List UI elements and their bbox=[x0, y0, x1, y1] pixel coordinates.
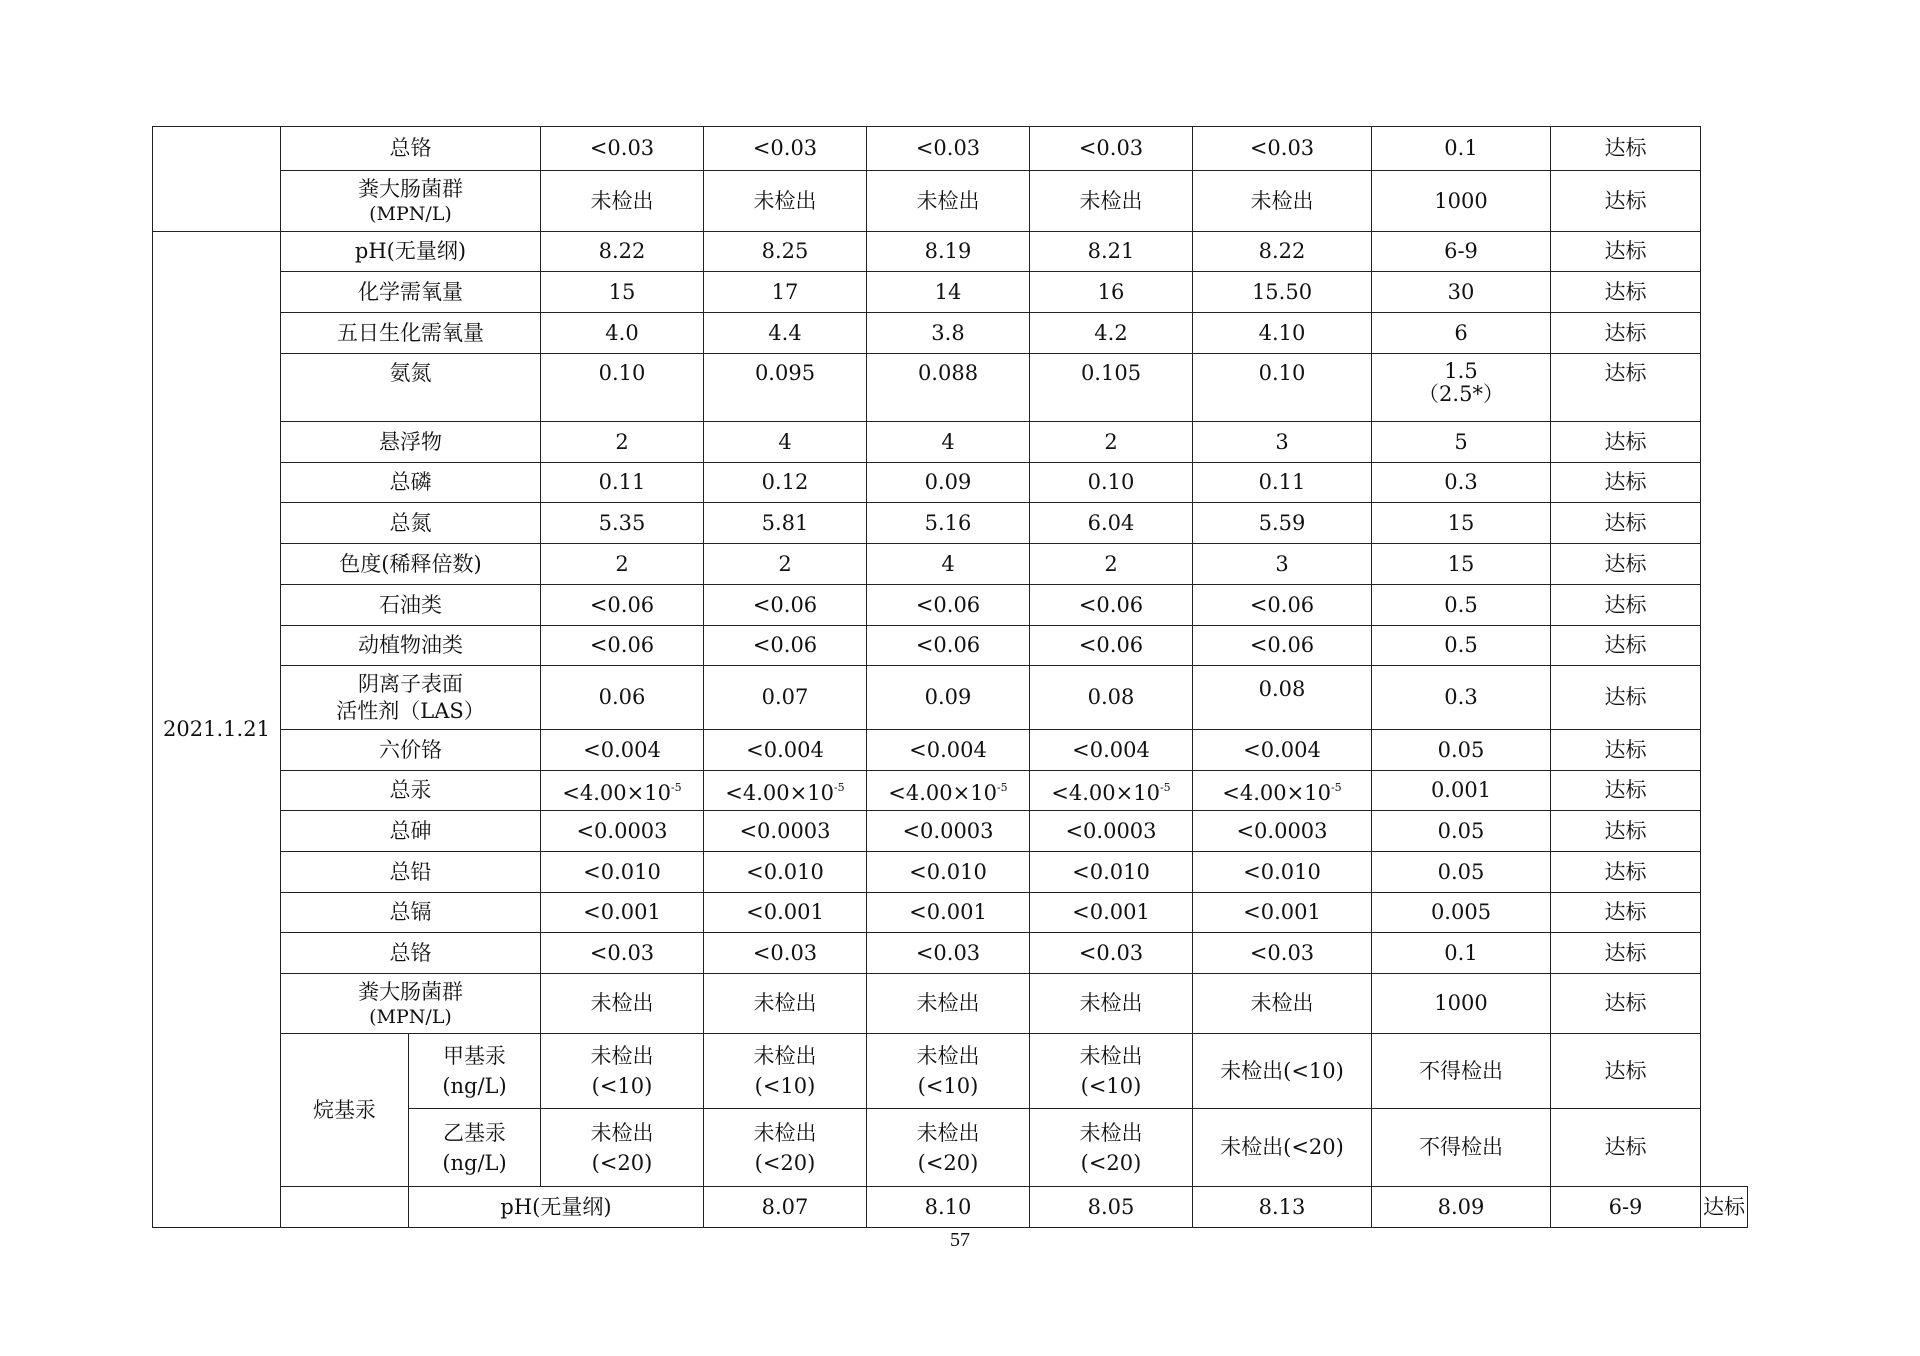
value-sub: (<20) bbox=[591, 1150, 653, 1175]
item-name: 总砷 bbox=[281, 811, 541, 852]
value-text: <4.00×10 bbox=[888, 781, 997, 805]
limit-cell: 不得检出 bbox=[1372, 1034, 1551, 1109]
value-text: 未检出 bbox=[590, 1044, 654, 1068]
value-cell: 2 bbox=[704, 544, 867, 585]
value-cell: <0.0003 bbox=[1030, 811, 1193, 852]
limit-cell: 不得检出 bbox=[1372, 1109, 1551, 1187]
table-row bbox=[153, 933, 1748, 974]
value-cell: <0.03 bbox=[704, 127, 867, 171]
value-cell: 8.21 bbox=[1030, 232, 1193, 272]
table-row bbox=[153, 544, 1748, 585]
value-cell: <0.03 bbox=[867, 933, 1030, 974]
value-cell: <0.06 bbox=[1193, 585, 1372, 626]
value-cell bbox=[541, 1034, 704, 1109]
value-cell: <0.0003 bbox=[867, 811, 1030, 852]
item-name: 总铅 bbox=[281, 852, 541, 893]
value-cell bbox=[541, 1109, 704, 1187]
value-cell: <0.06 bbox=[867, 585, 1030, 626]
value-text: 未检出 bbox=[916, 1120, 980, 1145]
value-cell: 0.06 bbox=[541, 666, 704, 730]
result-cell: 达标 bbox=[1551, 585, 1701, 626]
value-cell: <0.010 bbox=[541, 852, 704, 893]
limit-cell: 0.05 bbox=[1372, 730, 1551, 771]
value-cell: 未检出 bbox=[541, 171, 704, 232]
value-cell: 0.10 bbox=[541, 354, 704, 422]
item-unit: (ng/L) bbox=[442, 1150, 507, 1175]
value-cell: 0.07 bbox=[704, 666, 867, 730]
exponent: -5 bbox=[833, 781, 845, 794]
item-name: 动植物油类 bbox=[281, 626, 541, 666]
value-text: <4.00×10 bbox=[1222, 781, 1331, 805]
value-cell: 8.07 bbox=[704, 1187, 867, 1228]
value-sub: (<10) bbox=[1080, 1074, 1142, 1098]
limit-cell: 15 bbox=[1372, 503, 1551, 544]
value-cell: 4.10 bbox=[1193, 313, 1372, 354]
limit-cell: 0.5 bbox=[1372, 626, 1551, 666]
item-name-text: 粪大肠菌群 bbox=[358, 979, 463, 1004]
item-name-text: 乙基汞 bbox=[443, 1120, 506, 1145]
item-name-text: 粪大肠菌群 bbox=[358, 177, 463, 201]
item-unit: (MPN/L) bbox=[369, 203, 452, 225]
value-cell: 4.2 bbox=[1030, 313, 1193, 354]
value-cell: <0.004 bbox=[867, 730, 1030, 771]
limit-cell: 0.1 bbox=[1372, 933, 1551, 974]
limit-cell: 15 bbox=[1372, 544, 1551, 585]
value-cell: 4 bbox=[867, 422, 1030, 463]
value-cell bbox=[704, 1034, 867, 1109]
result-cell: 达标 bbox=[1551, 893, 1701, 933]
value-cell: <0.001 bbox=[1193, 893, 1372, 933]
item-name-line: 活性剂（LAS） bbox=[336, 698, 485, 723]
value-cell: 0.08 bbox=[1193, 666, 1372, 730]
result-cell: 达标 bbox=[1701, 1187, 1748, 1228]
item-name: pH(无量纲) bbox=[281, 232, 541, 272]
value-cell: 5.35 bbox=[541, 503, 704, 544]
result-cell: 达标 bbox=[1551, 171, 1701, 232]
limit-cell: 1000 bbox=[1372, 974, 1551, 1034]
item-name bbox=[409, 1109, 541, 1187]
value-sub: (<10) bbox=[917, 1074, 979, 1098]
value-cell: 8.05 bbox=[1030, 1187, 1193, 1228]
value-cell: <0.06 bbox=[541, 585, 704, 626]
value-cell bbox=[867, 1109, 1030, 1187]
value-cell: <0.0003 bbox=[541, 811, 704, 852]
result-cell: 达标 bbox=[1551, 1109, 1701, 1187]
result-cell: 达标 bbox=[1551, 626, 1701, 666]
table-row bbox=[153, 730, 1748, 771]
date-cell bbox=[281, 1187, 409, 1228]
item-name-text: 甲基汞 bbox=[443, 1044, 506, 1068]
table-row bbox=[153, 272, 1748, 313]
limit-cell: 6-9 bbox=[1551, 1187, 1701, 1228]
item-name: 化学需氧量 bbox=[281, 272, 541, 313]
value-cell: 8.22 bbox=[541, 232, 704, 272]
result-cell: 达标 bbox=[1551, 771, 1701, 811]
value-cell: 6.04 bbox=[1030, 503, 1193, 544]
value-cell bbox=[704, 1109, 867, 1187]
value-text: <4.00×10 bbox=[1051, 781, 1160, 805]
value-cell: 5.16 bbox=[867, 503, 1030, 544]
value-cell bbox=[867, 771, 1030, 811]
table-row bbox=[153, 893, 1748, 933]
value-cell: 0.11 bbox=[541, 463, 704, 503]
result-cell: 达标 bbox=[1551, 272, 1701, 313]
value-text: 未检出 bbox=[753, 1044, 817, 1068]
value-cell: 2 bbox=[1030, 422, 1193, 463]
item-name: 总磷 bbox=[281, 463, 541, 503]
value-cell: 未检出 bbox=[1193, 974, 1372, 1034]
value-sub: (<20) bbox=[1080, 1150, 1142, 1175]
limit-cell: 0.5 bbox=[1372, 585, 1551, 626]
item-name bbox=[281, 171, 541, 232]
value-cell: 2 bbox=[541, 544, 704, 585]
table-row bbox=[153, 463, 1748, 503]
value-cell: <0.03 bbox=[541, 127, 704, 171]
table-row bbox=[153, 1187, 1748, 1228]
value-cell bbox=[704, 771, 867, 811]
value-cell: 5.81 bbox=[704, 503, 867, 544]
value-cell: 2 bbox=[1030, 544, 1193, 585]
value-cell: <0.001 bbox=[704, 893, 867, 933]
value-cell: 0.11 bbox=[1193, 463, 1372, 503]
value-cell bbox=[1030, 771, 1193, 811]
value-cell: <0.004 bbox=[541, 730, 704, 771]
table-row bbox=[153, 313, 1748, 354]
limit-cell: 0.1 bbox=[1372, 127, 1551, 171]
item-name: 总氮 bbox=[281, 503, 541, 544]
table-row bbox=[153, 974, 1748, 1034]
value-cell: 0.09 bbox=[867, 463, 1030, 503]
value-cell: 2 bbox=[541, 422, 704, 463]
value-cell: 8.25 bbox=[704, 232, 867, 272]
value-cell: <0.03 bbox=[867, 127, 1030, 171]
value-sub: (<10) bbox=[754, 1074, 816, 1098]
value-sub: (<20) bbox=[917, 1150, 979, 1175]
limit-note: （2.5*） bbox=[1418, 382, 1504, 406]
exponent: -5 bbox=[996, 781, 1008, 794]
value-cell: 5.59 bbox=[1193, 503, 1372, 544]
value-cell: <0.06 bbox=[1030, 585, 1193, 626]
result-cell: 达标 bbox=[1551, 852, 1701, 893]
value-cell: 0.09 bbox=[867, 666, 1030, 730]
result-cell: 达标 bbox=[1551, 463, 1701, 503]
item-group-name: 烷基汞 bbox=[281, 1034, 409, 1187]
value-cell: 8.09 bbox=[1372, 1187, 1551, 1228]
value-cell: 14 bbox=[867, 272, 1030, 313]
item-name: 石油类 bbox=[281, 585, 541, 626]
item-name: 六价铬 bbox=[281, 730, 541, 771]
value-cell: <0.004 bbox=[1193, 730, 1372, 771]
result-cell: 达标 bbox=[1551, 811, 1701, 852]
value-cell: 未检出 bbox=[1030, 974, 1193, 1034]
value-cell: <0.0003 bbox=[704, 811, 867, 852]
value-cell: <0.010 bbox=[1030, 852, 1193, 893]
value-cell: <0.004 bbox=[704, 730, 867, 771]
value-cell: 0.088 bbox=[867, 354, 1030, 422]
value-cell: 0.105 bbox=[1030, 354, 1193, 422]
value-cell: 8.22 bbox=[1193, 232, 1372, 272]
value-cell: 未检出 bbox=[1030, 171, 1193, 232]
value-cell: 未检出 bbox=[541, 974, 704, 1034]
value-cell: <0.010 bbox=[704, 852, 867, 893]
table-row bbox=[153, 852, 1748, 893]
value-cell bbox=[541, 771, 704, 811]
value-cell: <0.010 bbox=[867, 852, 1030, 893]
item-name-line: 阴离子表面 bbox=[358, 671, 463, 696]
table-row bbox=[153, 232, 1748, 272]
value-cell: 17 bbox=[704, 272, 867, 313]
value-cell: <0.03 bbox=[1193, 127, 1372, 171]
value-cell: <0.03 bbox=[541, 933, 704, 974]
limit-text: 1.5 bbox=[1444, 359, 1478, 383]
limit-cell bbox=[1372, 354, 1551, 422]
value-cell: 3.8 bbox=[867, 313, 1030, 354]
value-cell: 8.10 bbox=[867, 1187, 1030, 1228]
value-text: 未检出 bbox=[590, 1120, 654, 1145]
page-number: 57 bbox=[950, 1229, 970, 1251]
value-text: 未检出 bbox=[1079, 1044, 1143, 1068]
exponent: -5 bbox=[670, 781, 682, 794]
limit-cell: 0.05 bbox=[1372, 852, 1551, 893]
item-name: 总镉 bbox=[281, 893, 541, 933]
table-row bbox=[153, 585, 1748, 626]
value-cell: 未检出 bbox=[867, 974, 1030, 1034]
value-cell bbox=[867, 1034, 1030, 1109]
value-cell: <0.06 bbox=[704, 626, 867, 666]
limit-cell: 6 bbox=[1372, 313, 1551, 354]
value-cell: 15 bbox=[541, 272, 704, 313]
item-name: 总铬 bbox=[281, 933, 541, 974]
table-row bbox=[153, 127, 1748, 171]
value-cell: 3 bbox=[1193, 422, 1372, 463]
result-cell: 达标 bbox=[1551, 666, 1701, 730]
value-cell: 0.10 bbox=[1193, 354, 1372, 422]
value-cell: <0.001 bbox=[541, 893, 704, 933]
table-row bbox=[153, 354, 1748, 422]
table-row bbox=[153, 171, 1748, 232]
item-name: 悬浮物 bbox=[281, 422, 541, 463]
value-cell: 未检出 bbox=[704, 974, 867, 1034]
value-cell: 0.095 bbox=[704, 354, 867, 422]
limit-cell: 0.3 bbox=[1372, 666, 1551, 730]
value-cell: 未检出 bbox=[704, 171, 867, 232]
value-cell: <0.001 bbox=[1030, 893, 1193, 933]
value-cell bbox=[1193, 771, 1372, 811]
limit-cell: 0.001 bbox=[1372, 771, 1551, 811]
result-cell: 达标 bbox=[1551, 933, 1701, 974]
value-cell: <0.03 bbox=[1193, 933, 1372, 974]
table-row bbox=[153, 771, 1748, 811]
value-cell: 4 bbox=[867, 544, 1030, 585]
table-row bbox=[153, 666, 1748, 730]
value-cell: <0.0003 bbox=[1193, 811, 1372, 852]
limit-cell: 1000 bbox=[1372, 171, 1551, 232]
item-name: 五日生化需氧量 bbox=[281, 313, 541, 354]
limit-cell: 0.3 bbox=[1372, 463, 1551, 503]
value-cell: <0.06 bbox=[704, 585, 867, 626]
item-name bbox=[281, 666, 541, 730]
value-cell: 0.12 bbox=[704, 463, 867, 503]
table-row bbox=[153, 811, 1748, 852]
value-cell: <0.06 bbox=[867, 626, 1030, 666]
value-cell: <0.06 bbox=[1193, 626, 1372, 666]
date-cell: 2021.1.21 bbox=[153, 232, 281, 1228]
value-cell: <0.06 bbox=[1030, 626, 1193, 666]
value-cell: 4.0 bbox=[541, 313, 704, 354]
item-name bbox=[281, 974, 541, 1034]
item-name: 总汞 bbox=[281, 771, 541, 811]
value-cell: 未检出 bbox=[1193, 171, 1372, 232]
value-cell: <0.03 bbox=[1030, 933, 1193, 974]
table-row bbox=[153, 422, 1748, 463]
value-text: <4.00×10 bbox=[725, 781, 834, 805]
limit-cell: 30 bbox=[1372, 272, 1551, 313]
table-row bbox=[153, 626, 1748, 666]
value-cell: <0.010 bbox=[1193, 852, 1372, 893]
table-row bbox=[153, 1034, 1748, 1109]
value-cell: <0.03 bbox=[704, 933, 867, 974]
value-cell bbox=[1030, 1109, 1193, 1187]
result-cell: 达标 bbox=[1551, 1034, 1701, 1109]
exponent: -5 bbox=[1330, 781, 1342, 794]
item-name: 氨氮 bbox=[281, 354, 541, 422]
limit-cell: 0.005 bbox=[1372, 893, 1551, 933]
value-cell: 8.19 bbox=[867, 232, 1030, 272]
value-cell: 0.10 bbox=[1030, 463, 1193, 503]
value-text: 未检出 bbox=[1079, 1120, 1143, 1145]
value-cell: <0.001 bbox=[867, 893, 1030, 933]
value-cell: 15.50 bbox=[1193, 272, 1372, 313]
item-name: 色度(稀释倍数) bbox=[281, 544, 541, 585]
item-name: pH(无量纲) bbox=[409, 1187, 704, 1228]
date-cell bbox=[153, 127, 281, 232]
value-cell: 4.4 bbox=[704, 313, 867, 354]
value-cell: 16 bbox=[1030, 272, 1193, 313]
value-cell: 8.13 bbox=[1193, 1187, 1372, 1228]
item-name: 总铬 bbox=[281, 127, 541, 171]
value-sub: (<10) bbox=[591, 1074, 653, 1098]
value-cell: 未检出(<20) bbox=[1193, 1109, 1372, 1187]
result-cell: 达标 bbox=[1551, 127, 1701, 171]
value-text: 未检出 bbox=[916, 1044, 980, 1068]
value-cell: 3 bbox=[1193, 544, 1372, 585]
value-cell: <0.004 bbox=[1030, 730, 1193, 771]
result-cell: 达标 bbox=[1551, 730, 1701, 771]
result-cell: 达标 bbox=[1551, 974, 1701, 1034]
limit-cell: 0.05 bbox=[1372, 811, 1551, 852]
result-cell: 达标 bbox=[1551, 544, 1701, 585]
exponent: -5 bbox=[1159, 781, 1171, 794]
value-sub: (<20) bbox=[754, 1150, 816, 1175]
value-text: <4.00×10 bbox=[562, 781, 671, 805]
value-cell: 4 bbox=[704, 422, 867, 463]
result-cell: 达标 bbox=[1551, 422, 1701, 463]
value-cell: 未检出 bbox=[867, 171, 1030, 232]
value-cell: <0.06 bbox=[541, 626, 704, 666]
value-cell: 0.08 bbox=[1030, 666, 1193, 730]
result-cell: 达标 bbox=[1551, 313, 1701, 354]
result-cell: 达标 bbox=[1551, 503, 1701, 544]
result-cell: 达标 bbox=[1551, 354, 1701, 422]
value-cell: <0.03 bbox=[1030, 127, 1193, 171]
limit-cell: 6-9 bbox=[1372, 232, 1551, 272]
monitoring-data-table bbox=[152, 126, 1748, 1228]
table-row bbox=[153, 503, 1748, 544]
item-name bbox=[409, 1034, 541, 1109]
value-cell bbox=[1030, 1034, 1193, 1109]
item-unit: (MPN/L) bbox=[369, 1005, 452, 1028]
limit-cell: 5 bbox=[1372, 422, 1551, 463]
value-text: 未检出 bbox=[753, 1120, 817, 1145]
result-cell: 达标 bbox=[1551, 232, 1701, 272]
item-unit: (ng/L) bbox=[442, 1074, 507, 1098]
value-cell: 未检出(<10) bbox=[1193, 1034, 1372, 1109]
